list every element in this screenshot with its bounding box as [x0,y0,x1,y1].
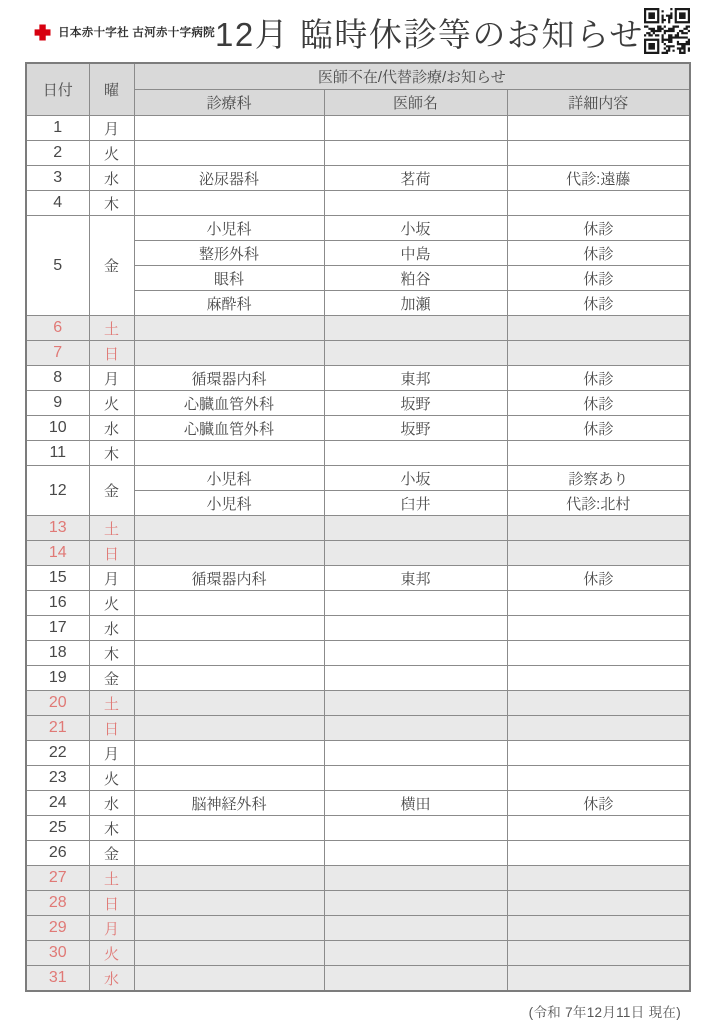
header-row-top [26,63,690,90]
detail-cell [507,891,690,916]
date-cell: 23 [26,766,89,791]
doctor-cell: 坂野 [324,391,507,416]
table-row [26,891,690,916]
dept-cell [134,316,324,341]
doctor-cell: 加瀬 [324,291,507,316]
column-header-doctor: 医師名 [324,90,507,116]
doctor-cell [324,641,507,666]
date-cell: 24 [26,791,89,816]
date-cell: 31 [26,966,89,992]
detail-cell [507,816,690,841]
table-header [26,63,690,116]
detail-cell: 休診 [507,366,690,391]
page-title: 12月 臨時休診等のお知らせ [215,15,644,53]
dept-cell [134,841,324,866]
table-row [26,366,690,391]
day-cell: 木 [89,441,134,466]
date-cell: 20 [26,691,89,716]
detail-cell: 休診 [507,566,690,591]
table-row [26,391,690,416]
detail-cell [507,341,690,366]
detail-cell [507,716,690,741]
date-cell: 22 [26,741,89,766]
detail-cell [507,641,690,666]
dept-cell: 脳神経外科 [134,791,324,816]
date-cell: 19 [26,666,89,691]
detail-cell [507,316,690,341]
day-cell: 土 [89,866,134,891]
doctor-cell [324,916,507,941]
dept-cell [134,441,324,466]
date-cell: 18 [26,641,89,666]
detail-cell [507,966,690,992]
table-row [26,941,690,966]
dept-cell [134,641,324,666]
detail-cell: 休診 [507,241,690,266]
table-row [26,566,690,591]
detail-cell: 代診:北村 [507,491,690,516]
table-row [26,541,690,566]
date-cell: 7 [26,341,89,366]
day-cell: 月 [89,566,134,591]
table-row [26,216,690,241]
doctor-cell [324,766,507,791]
table-row [26,841,690,866]
day-cell: 金 [89,466,134,516]
day-cell: 水 [89,791,134,816]
day-cell: 水 [89,966,134,992]
day-cell: 木 [89,191,134,216]
detail-cell [507,441,690,466]
day-cell: 水 [89,616,134,641]
dept-cell [134,816,324,841]
date-cell: 12 [26,466,89,516]
doctor-cell: 坂野 [324,416,507,441]
doctor-cell [324,516,507,541]
doctor-cell [324,141,507,166]
table-row [26,441,690,466]
day-cell: 月 [89,916,134,941]
red-cross-icon [33,22,52,43]
qr-code-icon [644,8,690,54]
date-cell: 8 [26,366,89,391]
doctor-cell [324,341,507,366]
column-header-day: 曜 [89,63,134,116]
table-row [26,166,690,191]
day-cell: 日 [89,341,134,366]
date-cell: 1 [26,116,89,141]
detail-cell [507,191,690,216]
detail-cell [507,741,690,766]
table-row [26,316,690,341]
dept-cell [134,191,324,216]
table-row [26,466,690,491]
detail-cell [507,541,690,566]
day-cell: 日 [89,891,134,916]
doctor-cell [324,841,507,866]
table-row [26,791,690,816]
date-cell: 5 [26,216,89,316]
date-cell: 4 [26,191,89,216]
doctor-cell: 中島 [324,241,507,266]
day-cell: 火 [89,391,134,416]
day-cell: 月 [89,741,134,766]
table-row [26,741,690,766]
dept-cell [134,141,324,166]
day-cell: 土 [89,691,134,716]
column-header-dept: 診療科 [134,90,324,116]
doctor-cell [324,891,507,916]
dept-cell: 小児科 [134,466,324,491]
doctor-cell: 茗荷 [324,166,507,191]
hospital-logo [33,22,215,43]
detail-cell: 休診 [507,266,690,291]
date-cell: 17 [26,616,89,641]
doctor-cell [324,941,507,966]
detail-cell: 休診 [507,216,690,241]
table-row [26,916,690,941]
doctor-cell [324,616,507,641]
detail-cell [507,516,690,541]
table-row [26,716,690,741]
date-cell: 27 [26,866,89,891]
table-row [26,641,690,666]
dept-cell [134,591,324,616]
date-cell: 2 [26,141,89,166]
table-row [26,691,690,716]
dept-cell: 眼科 [134,266,324,291]
doctor-cell [324,691,507,716]
day-cell: 金 [89,216,134,316]
day-cell: 日 [89,541,134,566]
dept-cell [134,116,324,141]
day-cell: 月 [89,116,134,141]
day-cell: 木 [89,641,134,666]
doctor-cell: 横田 [324,791,507,816]
detail-cell [507,841,690,866]
doctor-cell: 東邦 [324,566,507,591]
dept-cell [134,891,324,916]
detail-cell: 休診 [507,391,690,416]
dept-cell: 整形外科 [134,241,324,266]
detail-cell [507,116,690,141]
doctor-cell: 小坂 [324,466,507,491]
detail-cell: 代診:遠藤 [507,166,690,191]
doctor-cell [324,541,507,566]
dept-cell: 泌尿器科 [134,166,324,191]
table-row [26,591,690,616]
date-cell: 9 [26,391,89,416]
table-row [26,416,690,441]
column-header-group: 医師不在/代替診療/お知らせ [134,63,690,90]
table-row [26,191,690,216]
detail-cell: 診察あり [507,466,690,491]
doctor-cell [324,716,507,741]
day-cell: 土 [89,316,134,341]
doctor-cell [324,591,507,616]
date-cell: 14 [26,541,89,566]
date-cell: 6 [26,316,89,341]
doctor-cell: 小坂 [324,216,507,241]
detail-cell [507,941,690,966]
dept-cell [134,691,324,716]
detail-cell: 休診 [507,416,690,441]
table-row [26,816,690,841]
dept-cell: 小児科 [134,216,324,241]
dept-cell [134,766,324,791]
date-cell: 29 [26,916,89,941]
doctor-cell [324,816,507,841]
table-row [26,516,690,541]
table-row [26,666,690,691]
dept-cell [134,541,324,566]
day-cell: 火 [89,941,134,966]
doctor-cell [324,316,507,341]
detail-cell [507,866,690,891]
detail-cell [507,616,690,641]
doctor-cell [324,966,507,992]
dept-cell [134,866,324,891]
date-cell: 3 [26,166,89,191]
as-of-date: (令和 7年12月11日 現在) [528,1005,681,1020]
detail-cell [507,591,690,616]
table-row [26,141,690,166]
table-row [26,766,690,791]
dept-cell: 循環器内科 [134,566,324,591]
table-body [26,116,690,992]
table-row [26,616,690,641]
doctor-cell [324,441,507,466]
doctor-cell [324,191,507,216]
date-cell: 26 [26,841,89,866]
doctor-cell: 粕谷 [324,266,507,291]
qr-modules [644,8,690,54]
dept-cell [134,616,324,641]
day-cell: 木 [89,816,134,841]
dept-cell: 小児科 [134,491,324,516]
doctor-cell: 臼井 [324,491,507,516]
schedule-table [25,62,691,992]
dept-cell [134,716,324,741]
date-cell: 30 [26,941,89,966]
date-cell: 21 [26,716,89,741]
dept-cell: 心臓血管外科 [134,391,324,416]
dept-cell [134,941,324,966]
hospital-name: 日本赤十字社 古河赤十字病院 [58,27,215,39]
table-row [26,966,690,992]
detail-cell: 休診 [507,791,690,816]
table-row [26,866,690,891]
date-cell: 16 [26,591,89,616]
dept-cell [134,966,324,992]
column-header-date: 日付 [26,63,89,116]
date-cell: 25 [26,816,89,841]
day-cell: 火 [89,141,134,166]
day-cell: 日 [89,716,134,741]
detail-cell: 休診 [507,291,690,316]
page-header [19,6,689,58]
detail-cell [507,916,690,941]
doctor-cell: 東邦 [324,366,507,391]
table-row [26,116,690,141]
date-cell: 28 [26,891,89,916]
date-cell: 15 [26,566,89,591]
day-cell: 水 [89,416,134,441]
day-cell: 火 [89,766,134,791]
dept-cell: 循環器内科 [134,366,324,391]
doctor-cell [324,866,507,891]
dept-cell [134,666,324,691]
date-cell: 11 [26,441,89,466]
date-cell: 13 [26,516,89,541]
day-cell: 金 [89,841,134,866]
detail-cell [507,766,690,791]
table-row [26,341,690,366]
day-cell: 水 [89,166,134,191]
detail-cell [507,666,690,691]
dept-cell: 心臓血管外科 [134,416,324,441]
date-cell: 10 [26,416,89,441]
detail-cell [507,141,690,166]
column-header-detail: 詳細内容 [507,90,690,116]
dept-cell: 麻酔科 [134,291,324,316]
detail-cell [507,691,690,716]
dept-cell [134,341,324,366]
doctor-cell [324,116,507,141]
day-cell: 月 [89,366,134,391]
dept-cell [134,516,324,541]
doctor-cell [324,741,507,766]
dept-cell [134,741,324,766]
day-cell: 火 [89,591,134,616]
day-cell: 金 [89,666,134,691]
day-cell: 土 [89,516,134,541]
dept-cell [134,916,324,941]
doctor-cell [324,666,507,691]
